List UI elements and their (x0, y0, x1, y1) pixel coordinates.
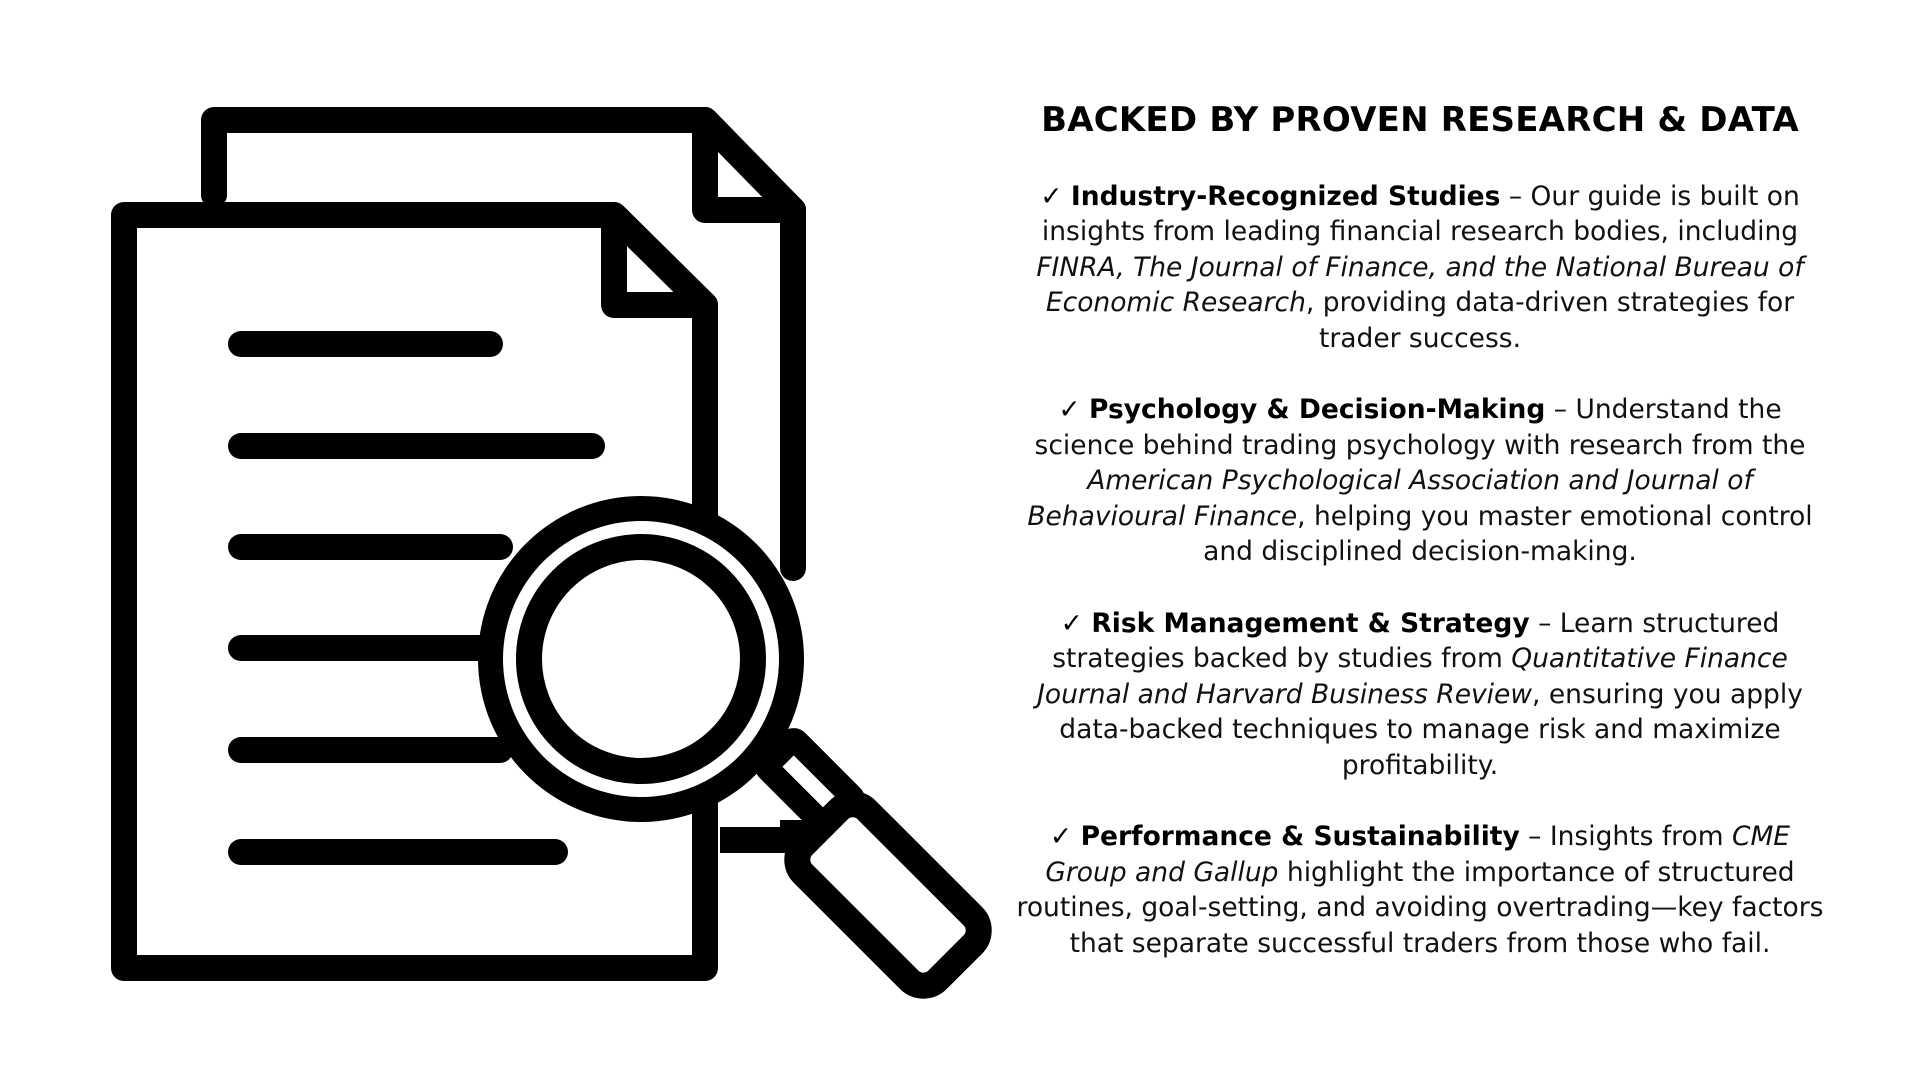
point-psychology (1010, 392, 1830, 570)
point-sources: American Psychological Association and Journal of Behavioural Finance (1027, 465, 1753, 532)
document-search-illustration (100, 100, 1000, 1000)
magnifier-handle-icon (765, 738, 987, 994)
point-sources: CME Group and Gallup (1045, 821, 1791, 888)
front-document-fold-icon (614, 215, 705, 305)
back-document-bottom-icon (720, 820, 793, 840)
point-risk-management (1010, 606, 1830, 784)
checkmark-icon: ✓ (1040, 180, 1063, 212)
back-document-fold-icon (705, 120, 793, 210)
point-text: – Insights from (1519, 821, 1732, 853)
point-text: – Learn structured strategies backed by studies from (1052, 607, 1780, 675)
checkmark-icon: ✓ (1058, 394, 1081, 426)
point-industry-studies (1010, 179, 1830, 357)
point-text-end: , ensuring you apply data-backed techniques to manage risk and maximize profitability. (1059, 678, 1803, 781)
magnifier-lens-icon (478, 496, 804, 822)
point-title: Psychology & Decision-Making (1089, 394, 1546, 426)
point-sources: FINRA, The Journal of Finance, and the National Bureau of Economic Research (1036, 251, 1804, 319)
point-title: Risk Management & Strategy (1091, 607, 1530, 639)
point-sources: Quantitative Finance Journal and Harvard Business Review (1037, 643, 1788, 710)
point-text-end: highlight the importance of structured routines, goal-setting, and avoiding overtrading—key factors that separate successful traders from those who fail. (1016, 856, 1824, 959)
point-text: – Our guide is built on insights from leading financial research bodies, including (1041, 180, 1800, 248)
point-text-end: , helping you master emotional control and disciplined decision-making. (1203, 500, 1813, 568)
point-title: Performance & Sustainability (1080, 821, 1520, 853)
research-panel (1010, 100, 1830, 997)
point-text-end: , providing data-driven strategies for trader success. (1305, 287, 1795, 354)
point-text: – Understand the science behind trading psychology with research from the (1034, 394, 1806, 461)
point-title: Industry-Recognized Studies (1070, 180, 1501, 212)
checkmark-icon: ✓ (1060, 607, 1083, 639)
document-search-icon (100, 100, 1000, 1000)
page-title: BACKED BY PROVEN RESEARCH & DATA (1041, 100, 1799, 140)
checkmark-icon: ✓ (1049, 821, 1073, 853)
point-performance (1010, 819, 1830, 961)
